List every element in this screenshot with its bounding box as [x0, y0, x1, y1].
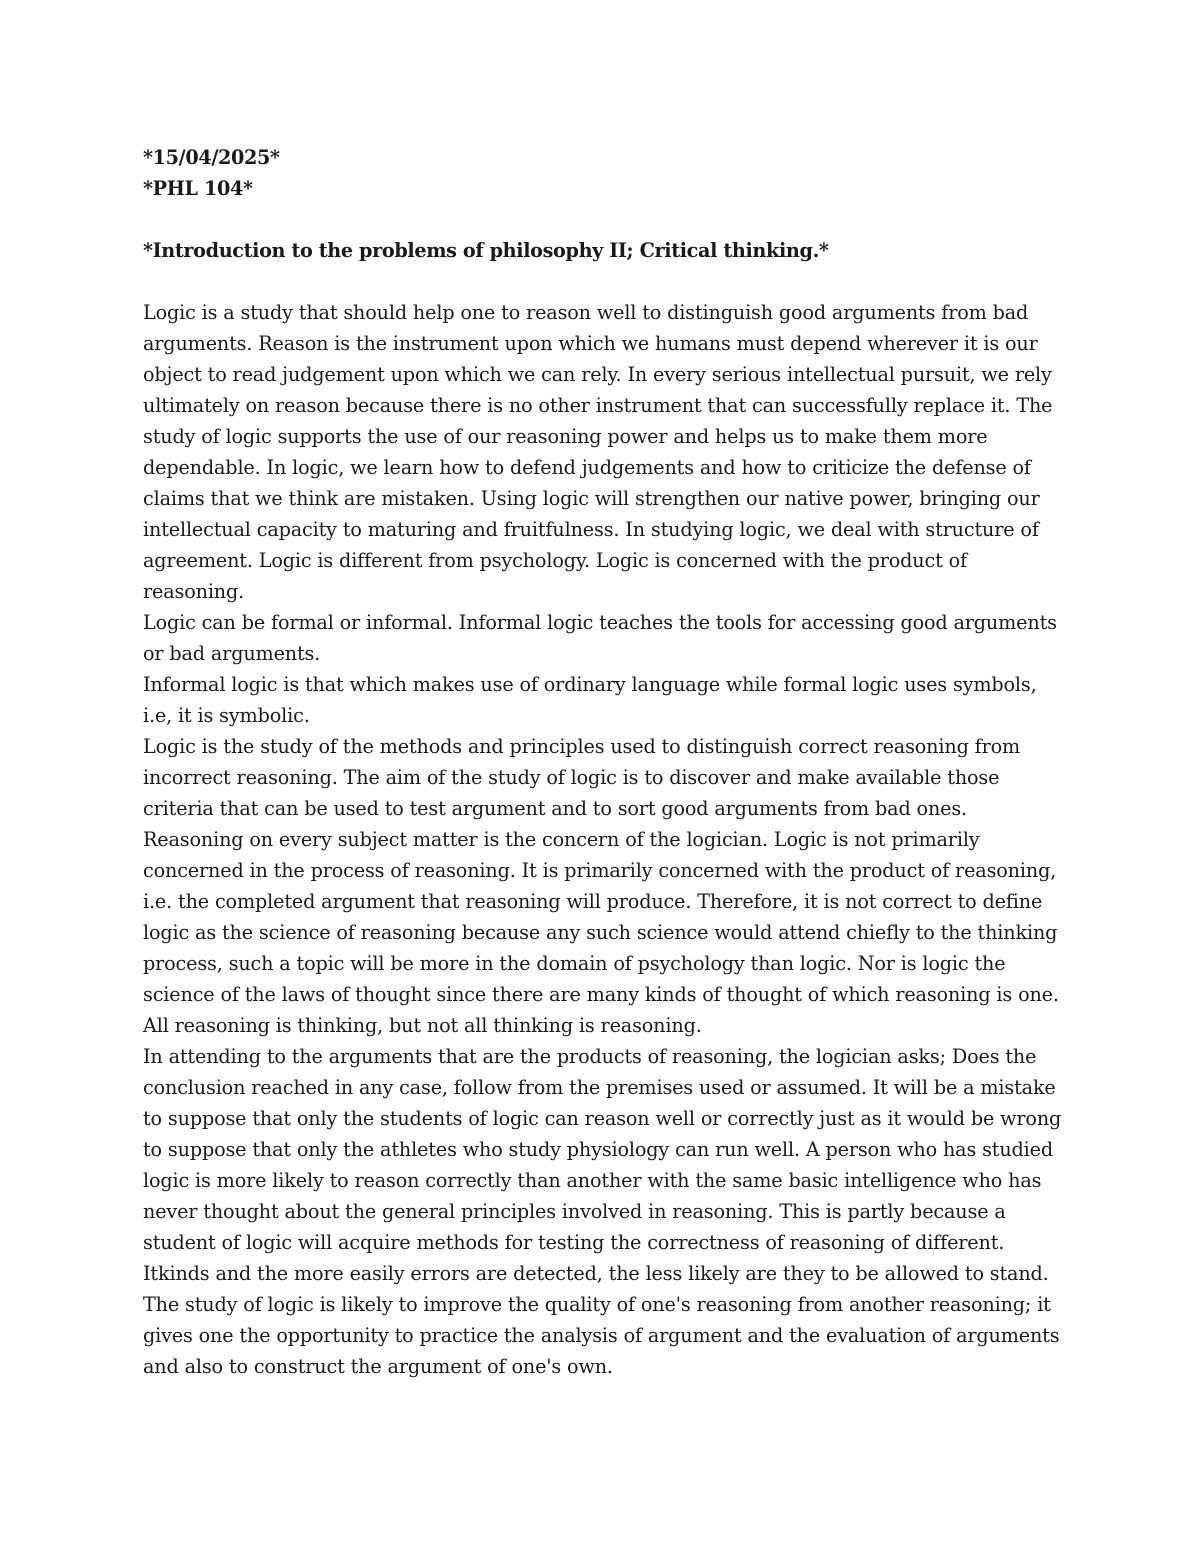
paragraph-study-of-methods: Logic is the study of the methods and principles used to distinguish correct reasoning from incorrect reasoning. The aim of the study of logic is to discover and make available those criteria that can be used to test argument and to sort good arguments from bad ones. [143, 735, 1021, 820]
document-title: *Introduction to the problems of philosophy II; Critical thinking.* [143, 239, 829, 262]
paragraph-informal-logic: Informal logic is that which makes use of ordinary language while formal logic uses symbols, i.e, it is symbolic. [143, 673, 1037, 727]
document-body [143, 142, 1068, 1382]
course-code: *PHL 104* [143, 177, 253, 200]
paragraph-logician-asks: In attending to the arguments that are the products of reasoning, the logician asks; Does the conclusion reached in any case, follow from the premises used or assumed. It will be a mistake to suppose that only the students of logic can reason well or correctly just as it would be wrong to suppose that only the athletes who study physiology can run well. A person who has studied logic is more likely to reason correctly than another with the same basic intelligence who has never thought about the general principles involved in reasoning. This is partly because a student of logic will acquire methods for testing the correctness of reasoning of different. Itkinds and the more easily errors are detected, the less likely are they to be allowed to stand. The study of logic is likely to improve the quality of one's reasoning from another reasoning; it gives one the opportunity to practice the analysis of argument and the evaluation of arguments and also to construct the argument of one's own. [143, 1045, 1062, 1378]
paragraph-logic-definition: Logic is a study that should help one to reason well to distinguish good arguments from bad arguments. Reason is the instrument upon which we humans must depend wherever it is our object to read judgement upon which we can rely. In every serious intellectual pursuit, we rely ultimately on reason because there is no other instrument that can successfully replace it. The study of logic supports the use of our reasoning power and helps us to make them more dependable. In logic, we learn how to defend judgements and how to criticize the defense of claims that we think are mistaken. Using logic will strengthen our native power, bringing our intellectual capacity to maturing and fruitfulness. In studying logic, we deal with structure of agreement. Logic is different from psychology. Logic is concerned with the product of reasoning. [143, 301, 1053, 603]
paragraph-reasoning-subject: Reasoning on every subject matter is the concern of the logician. Logic is not primarily concerned in the process of reasoning. It is primarily concerned with the product of reasoning, i.e. the completed argument that reasoning will produce. Therefore, it is not correct to define logic as the science of reasoning because any such science would attend chiefly to the thinking process, such a topic will be more in the domain of psychology than logic. Nor is logic the science of the laws of thought since there are many kinds of thought of which reasoning is one. All reasoning is thinking, but not all thinking is reasoning. [143, 828, 1059, 1037]
paragraph-formal-informal: Logic can be formal or informal. Informal logic teaches the tools for accessing good arguments or bad arguments. [143, 611, 1057, 665]
document-date: *15/04/2025* [143, 146, 280, 169]
